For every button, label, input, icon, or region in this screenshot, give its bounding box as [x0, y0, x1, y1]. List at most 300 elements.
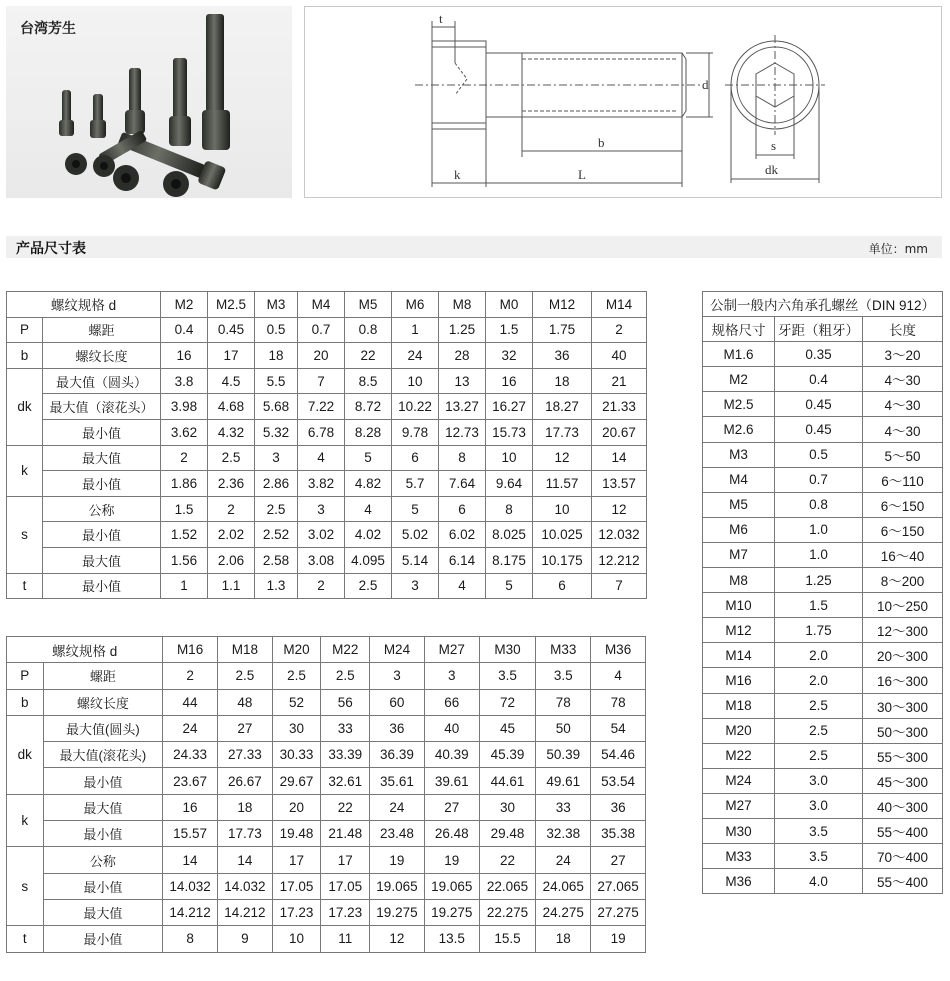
value-cell: 4.095 — [345, 547, 392, 573]
value-cell: 8 — [163, 926, 218, 952]
row-sub-label: 公称 — [43, 847, 163, 873]
brand-label: 台湾芳生 — [20, 21, 76, 37]
din912-row — [703, 818, 943, 843]
din912-cell: M5 — [703, 492, 775, 517]
table-row — [7, 573, 647, 599]
din912-cell: 4～30 — [863, 417, 943, 442]
value-cell: 2.5 — [345, 573, 392, 599]
value-cell: 13.57 — [592, 471, 647, 497]
value-cell: 20 — [272, 794, 321, 820]
din912-cell: 0.45 — [775, 417, 863, 442]
value-cell: 18 — [536, 926, 591, 952]
value-cell: 6.02 — [439, 522, 486, 548]
value-cell: 29.48 — [479, 821, 536, 847]
din912-cell: 5～50 — [863, 442, 943, 467]
din912-cell: 55～400 — [863, 869, 943, 894]
value-cell: 3.62 — [161, 419, 208, 445]
value-cell: 12.032 — [592, 522, 647, 548]
row-group-label: b — [7, 689, 44, 715]
value-cell: 2.5 — [217, 663, 272, 689]
value-cell: 2.86 — [255, 471, 298, 497]
value-cell: 32 — [486, 343, 533, 369]
din912-column-header: 牙距（粗牙） — [775, 317, 863, 342]
value-cell: 44.61 — [479, 768, 536, 794]
value-cell: 35.61 — [370, 768, 425, 794]
value-cell: 2 — [163, 663, 218, 689]
value-cell: 36.39 — [370, 742, 425, 768]
value-cell: 24.33 — [163, 742, 218, 768]
value-cell: 22 — [321, 794, 370, 820]
value-cell: 3.02 — [298, 522, 345, 548]
row-sub-label: 螺距 — [43, 317, 161, 343]
value-cell: 20 — [298, 343, 345, 369]
din912-cell: M2.5 — [703, 392, 775, 417]
value-cell: 24.065 — [536, 873, 591, 899]
row-group-label: t — [7, 573, 43, 599]
value-cell: 5.7 — [392, 471, 439, 497]
table-row — [7, 873, 646, 899]
din912-cell: M30 — [703, 818, 775, 843]
value-cell: 1.86 — [161, 471, 208, 497]
value-cell: 2 — [592, 317, 647, 343]
din912-cell: 4～30 — [863, 367, 943, 392]
value-cell: 4.68 — [208, 394, 255, 420]
dim-t-label: t — [439, 11, 443, 26]
value-cell: 23.67 — [163, 768, 218, 794]
value-cell: 18.27 — [533, 394, 592, 420]
value-cell: 4.32 — [208, 419, 255, 445]
value-cell: 30 — [479, 794, 536, 820]
din912-cell: 0.4 — [775, 367, 863, 392]
din912-cell: 2.0 — [775, 643, 863, 668]
column-header: M33 — [536, 637, 591, 663]
product-photo — [6, 6, 292, 198]
value-cell: 2.52 — [255, 522, 298, 548]
din912-header-row — [703, 317, 943, 342]
din912-cell: M12 — [703, 618, 775, 643]
din912-cell: 0.8 — [775, 492, 863, 517]
row-group-label: s — [7, 496, 43, 573]
value-cell: 16 — [161, 343, 208, 369]
din912-row — [703, 668, 943, 693]
value-cell: 2.5 — [255, 496, 298, 522]
value-cell: 7.64 — [439, 471, 486, 497]
value-cell: 8 — [486, 496, 533, 522]
table-row — [7, 445, 647, 471]
table-header-row — [7, 292, 647, 318]
din912-row — [703, 593, 943, 618]
value-cell: 2.36 — [208, 471, 255, 497]
din912-cell: 4.0 — [775, 869, 863, 894]
din912-cell: 6～110 — [863, 467, 943, 492]
value-cell: 3 — [424, 663, 479, 689]
row-sub-label: 最大值 — [43, 547, 161, 573]
value-cell: 10 — [272, 926, 321, 952]
column-header: M5 — [345, 292, 392, 318]
value-cell: 19.275 — [424, 899, 479, 925]
column-header: M22 — [321, 637, 370, 663]
value-cell: 19 — [591, 926, 646, 952]
din912-cell: 2.5 — [775, 718, 863, 743]
value-cell: 52 — [272, 689, 321, 715]
value-cell: 17.05 — [321, 873, 370, 899]
value-cell: 8.5 — [345, 368, 392, 394]
row-group-label: t — [7, 926, 44, 952]
column-header: M30 — [479, 637, 536, 663]
unit-label: 单位：mm — [868, 242, 928, 256]
value-cell: 12 — [592, 496, 647, 522]
din912-row — [703, 367, 943, 392]
table-row — [7, 547, 647, 573]
value-cell: 7.22 — [298, 394, 345, 420]
value-cell: 4.5 — [208, 368, 255, 394]
din912-cell: 3.5 — [775, 844, 863, 869]
value-cell: 21.33 — [592, 394, 647, 420]
table-row — [7, 496, 647, 522]
value-cell: 5 — [345, 445, 392, 471]
row-sub-label: 最大值（圆头） — [43, 368, 161, 394]
value-cell: 53.54 — [591, 768, 646, 794]
section-title: 产品尺寸表 — [16, 241, 86, 257]
din912-cell: 16～300 — [863, 668, 943, 693]
value-cell: 16.27 — [486, 394, 533, 420]
value-cell: 17.23 — [272, 899, 321, 925]
value-cell: 17 — [208, 343, 255, 369]
din912-cell: M22 — [703, 743, 775, 768]
value-cell: 22 — [345, 343, 392, 369]
value-cell: 49.61 — [536, 768, 591, 794]
value-cell: 3.82 — [298, 471, 345, 497]
value-cell: 17.73 — [533, 419, 592, 445]
value-cell: 8.28 — [345, 419, 392, 445]
value-cell: 24 — [392, 343, 439, 369]
value-cell: 5.14 — [392, 547, 439, 573]
value-cell: 5.32 — [255, 419, 298, 445]
value-cell: 11.57 — [533, 471, 592, 497]
din912-row — [703, 693, 943, 718]
value-cell: 28 — [439, 343, 486, 369]
spec-table-small — [6, 291, 647, 599]
din912-row — [703, 643, 943, 668]
value-cell: 14 — [217, 847, 272, 873]
value-cell: 78 — [591, 689, 646, 715]
screws-photo-illustration — [6, 6, 292, 198]
spec-table-large — [6, 636, 646, 953]
value-cell: 3 — [255, 445, 298, 471]
din912-row — [703, 568, 943, 593]
value-cell: 12 — [533, 445, 592, 471]
value-cell: 32.61 — [321, 768, 370, 794]
row-sub-label: 最小值 — [43, 873, 163, 899]
table-row — [7, 847, 646, 873]
value-cell: 2.5 — [208, 445, 255, 471]
dim-k-label: k — [454, 167, 461, 182]
din912-cell: M36 — [703, 869, 775, 894]
value-cell: 10 — [486, 445, 533, 471]
value-cell: 2.02 — [208, 522, 255, 548]
row-sub-label: 螺纹长度 — [43, 689, 163, 715]
value-cell: 22 — [479, 847, 536, 873]
value-cell: 0.4 — [161, 317, 208, 343]
value-cell: 36 — [370, 715, 425, 741]
value-cell: 10.22 — [392, 394, 439, 420]
value-cell: 1.56 — [161, 547, 208, 573]
din912-cell: M10 — [703, 593, 775, 618]
value-cell: 18 — [217, 794, 272, 820]
value-cell: 10.175 — [533, 547, 592, 573]
section-header — [6, 236, 942, 258]
din912-cell: 1.0 — [775, 542, 863, 567]
din912-cell: 0.45 — [775, 392, 863, 417]
value-cell: 9.64 — [486, 471, 533, 497]
column-header: M36 — [591, 637, 646, 663]
dim-b-label: b — [598, 135, 605, 150]
value-cell: 20.67 — [592, 419, 647, 445]
din912-cell: 40～300 — [863, 793, 943, 818]
value-cell: 30 — [272, 715, 321, 741]
value-cell: 8.72 — [345, 394, 392, 420]
din912-column-header: 长度 — [863, 317, 943, 342]
row-group-label: dk — [7, 368, 43, 445]
row-sub-label: 最小值 — [43, 573, 161, 599]
value-cell: 27 — [424, 794, 479, 820]
table-row — [7, 794, 646, 820]
row-sub-label: 最小值 — [43, 768, 163, 794]
column-header: M0 — [486, 292, 533, 318]
value-cell: 1.5 — [161, 496, 208, 522]
value-cell: 19.275 — [370, 899, 425, 925]
table-row — [7, 368, 647, 394]
value-cell: 18 — [533, 368, 592, 394]
value-cell: 9 — [217, 926, 272, 952]
value-cell: 6.14 — [439, 547, 486, 573]
din912-cell: 0.5 — [775, 442, 863, 467]
din912-row — [703, 793, 943, 818]
table-row — [7, 742, 646, 768]
din912-cell: 3～20 — [863, 342, 943, 367]
value-cell: 14.212 — [217, 899, 272, 925]
value-cell: 15.73 — [486, 419, 533, 445]
value-cell: 14.212 — [163, 899, 218, 925]
column-header: M4 — [298, 292, 345, 318]
row-sub-label: 最大值 — [43, 445, 161, 471]
column-header: M3 — [255, 292, 298, 318]
din912-cell: 55～400 — [863, 818, 943, 843]
table-row — [7, 821, 646, 847]
value-cell: 4.82 — [345, 471, 392, 497]
value-cell: 19 — [370, 847, 425, 873]
spec-table-large-body — [7, 637, 646, 953]
value-cell: 27 — [591, 847, 646, 873]
value-cell: 8 — [439, 445, 486, 471]
value-cell: 3.08 — [298, 547, 345, 573]
value-cell: 45 — [479, 715, 536, 741]
value-cell: 16 — [486, 368, 533, 394]
din912-row — [703, 517, 943, 542]
value-cell: 54 — [591, 715, 646, 741]
value-cell: 4.02 — [345, 522, 392, 548]
din912-cell: 0.35 — [775, 342, 863, 367]
table-row — [7, 899, 646, 925]
value-cell: 60 — [370, 689, 425, 715]
value-cell: 17 — [272, 847, 321, 873]
din912-cell: M14 — [703, 643, 775, 668]
table-row — [7, 317, 647, 343]
din912-cell: M18 — [703, 693, 775, 718]
value-cell: 0.5 — [255, 317, 298, 343]
din912-cell: 30～300 — [863, 693, 943, 718]
column-header: M20 — [272, 637, 321, 663]
row-sub-label: 螺距 — [43, 663, 163, 689]
screw-dimension-drawing — [305, 7, 943, 199]
value-cell: 1.3 — [255, 573, 298, 599]
value-cell: 33.39 — [321, 742, 370, 768]
value-cell: 0.8 — [345, 317, 392, 343]
value-cell: 17 — [321, 847, 370, 873]
din912-row — [703, 768, 943, 793]
din912-row — [703, 618, 943, 643]
din912-title-row — [703, 292, 943, 317]
row-sub-label: 最小值 — [43, 821, 163, 847]
din912-cell: 3.0 — [775, 793, 863, 818]
row-sub-label: 最小值 — [43, 419, 161, 445]
row-group-label: s — [7, 847, 44, 926]
value-cell: 2 — [161, 445, 208, 471]
value-cell: 10.025 — [533, 522, 592, 548]
column-header: M24 — [370, 637, 425, 663]
table-row — [7, 471, 647, 497]
din912-row — [703, 718, 943, 743]
value-cell: 15.5 — [479, 926, 536, 952]
value-cell: 27.275 — [591, 899, 646, 925]
spec-label-cell: 螺纹规格 d — [7, 292, 161, 318]
value-cell: 1.5 — [486, 317, 533, 343]
row-group-label: P — [7, 663, 44, 689]
din912-cell: 2.5 — [775, 743, 863, 768]
din912-column-header: 规格尺寸 — [703, 317, 775, 342]
value-cell: 10 — [533, 496, 592, 522]
row-sub-label: 最小值 — [43, 471, 161, 497]
din912-cell: 3.5 — [775, 818, 863, 843]
value-cell: 5 — [486, 573, 533, 599]
din912-cell: 10～250 — [863, 593, 943, 618]
value-cell: 1 — [161, 573, 208, 599]
row-sub-label: 最大值 — [43, 794, 163, 820]
table-row — [7, 663, 646, 689]
value-cell: 1.25 — [439, 317, 486, 343]
value-cell: 14 — [163, 847, 218, 873]
din912-cell: M6 — [703, 517, 775, 542]
value-cell: 0.45 — [208, 317, 255, 343]
din912-row — [703, 743, 943, 768]
row-sub-label: 最大值(滚花头) — [43, 742, 163, 768]
value-cell: 6 — [439, 496, 486, 522]
value-cell: 18 — [255, 343, 298, 369]
value-cell: 4 — [439, 573, 486, 599]
value-cell: 8.025 — [486, 522, 533, 548]
value-cell: 19.48 — [272, 821, 321, 847]
value-cell: 50.39 — [536, 742, 591, 768]
value-cell: 54.46 — [591, 742, 646, 768]
value-cell: 78 — [536, 689, 591, 715]
spec-table-small-body — [7, 292, 647, 599]
value-cell: 24 — [163, 715, 218, 741]
value-cell: 21.48 — [321, 821, 370, 847]
value-cell: 26.48 — [424, 821, 479, 847]
din912-cell: 0.7 — [775, 467, 863, 492]
value-cell: 19.065 — [370, 873, 425, 899]
column-header: M8 — [439, 292, 486, 318]
row-sub-label: 最大值 — [43, 899, 163, 925]
spec-label-cell: 螺纹规格 d — [7, 637, 163, 663]
value-cell: 12 — [370, 926, 425, 952]
value-cell: 17.23 — [321, 899, 370, 925]
value-cell: 50 — [536, 715, 591, 741]
value-cell: 35.38 — [591, 821, 646, 847]
table-row — [7, 419, 647, 445]
value-cell: 3 — [298, 496, 345, 522]
column-header: M16 — [163, 637, 218, 663]
value-cell: 12.212 — [592, 547, 647, 573]
din912-row — [703, 467, 943, 492]
value-cell: 33 — [536, 794, 591, 820]
table-header-row — [7, 637, 646, 663]
column-header: M6 — [392, 292, 439, 318]
value-cell: 27.065 — [591, 873, 646, 899]
value-cell: 2.5 — [321, 663, 370, 689]
value-cell: 4 — [345, 496, 392, 522]
value-cell: 14.032 — [163, 873, 218, 899]
din912-title: 公制一般内六角承孔螺丝（DIN 912） — [703, 292, 943, 317]
table-row — [7, 768, 646, 794]
row-group-label: k — [7, 794, 44, 847]
din912-row — [703, 442, 943, 467]
value-cell: 48 — [217, 689, 272, 715]
column-header: M2 — [161, 292, 208, 318]
din912-cell: 2.5 — [775, 693, 863, 718]
value-cell: 13.27 — [439, 394, 486, 420]
din912-row — [703, 492, 943, 517]
din912-cell: M16 — [703, 668, 775, 693]
din912-cell: M27 — [703, 793, 775, 818]
row-group-label: dk — [7, 715, 44, 794]
value-cell: 6 — [533, 573, 592, 599]
value-cell: 3.5 — [479, 663, 536, 689]
table-row — [7, 343, 647, 369]
din912-row — [703, 844, 943, 869]
row-sub-label: 公称 — [43, 496, 161, 522]
value-cell: 6.78 — [298, 419, 345, 445]
value-cell: 24 — [536, 847, 591, 873]
value-cell: 22.065 — [479, 873, 536, 899]
din912-cell: 6～150 — [863, 492, 943, 517]
din912-cell: 50～300 — [863, 718, 943, 743]
column-header: M27 — [424, 637, 479, 663]
value-cell: 33 — [321, 715, 370, 741]
row-group-label: P — [7, 317, 43, 343]
value-cell: 30.33 — [272, 742, 321, 768]
value-cell: 15.57 — [163, 821, 218, 847]
value-cell: 2.06 — [208, 547, 255, 573]
value-cell: 2.5 — [272, 663, 321, 689]
din912-cell: M24 — [703, 768, 775, 793]
row-sub-label: 最小值 — [43, 926, 163, 952]
value-cell: 3 — [392, 573, 439, 599]
value-cell: 5.68 — [255, 394, 298, 420]
value-cell: 3.98 — [161, 394, 208, 420]
value-cell: 19.065 — [424, 873, 479, 899]
table-row — [7, 394, 647, 420]
